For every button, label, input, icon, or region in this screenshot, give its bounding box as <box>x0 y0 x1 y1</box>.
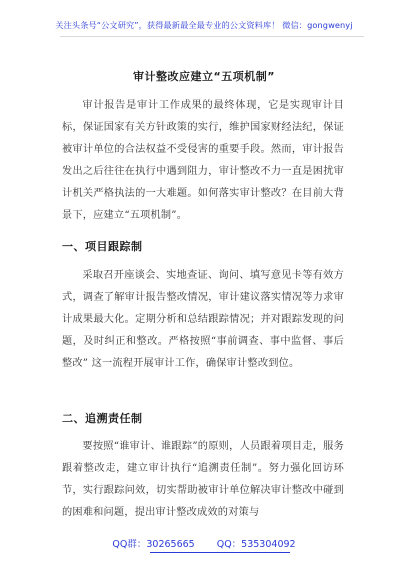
footer-underline <box>150 552 290 553</box>
footer-contact <box>0 536 408 550</box>
document-title: 审计整改应建立“五项机制” <box>133 70 275 83</box>
section-body-1: 采取召开座谈会、实地查证、询问、填写意见卡等有效方式，调查了解审计报告整改情况，审计建议落实情况等力求审计成果最大化。定期分析和总结跟踪情况；并对跟踪发现的问题，及时纠正和整改。严格按照“事前调查、事中监督、事后整改” 这一流程开展审计工作，确保审计整改到位。 <box>62 270 344 369</box>
footer-qq: QQ：535304092 <box>216 539 296 550</box>
header-divider <box>60 36 364 37</box>
section-heading-1: 一、项目跟踪制 <box>62 240 143 253</box>
section-body-2: 要按照“谁审计、谁跟踪”的原则，人员跟着项目走，服务跟着整改走，建立审计执行“追溯责任制”。努力强化回访环节，实行跟踪问效，切实帮助被审计单位解决审计整改中碰到的困难和问题，提出审计整改成效的对策与 <box>62 441 344 518</box>
intro-paragraph: 审计报告是审计工作成果的最终体现，它是实现审计目标，保证国家有关方针政策的实行，维护国家财经法纪，保证被审计单位的合法权益不受侵害的重要手段。然而，审计报告发出之后往往在执行中遇到阻力，审计整改不力一直是困扰审计机关严格执法的一大难题。如何落实审计整改？在目前大背景下，应建立“五项机制”。 <box>62 100 344 221</box>
section-heading-2: 二、追溯责任制 <box>62 412 143 425</box>
footer-qq-group: QQ群：30265665 <box>112 539 195 550</box>
header-banner: 关注头条号“公文研究”，获得最新最全最专业的公文资料库！ 微信：gongwenyj <box>55 20 353 30</box>
